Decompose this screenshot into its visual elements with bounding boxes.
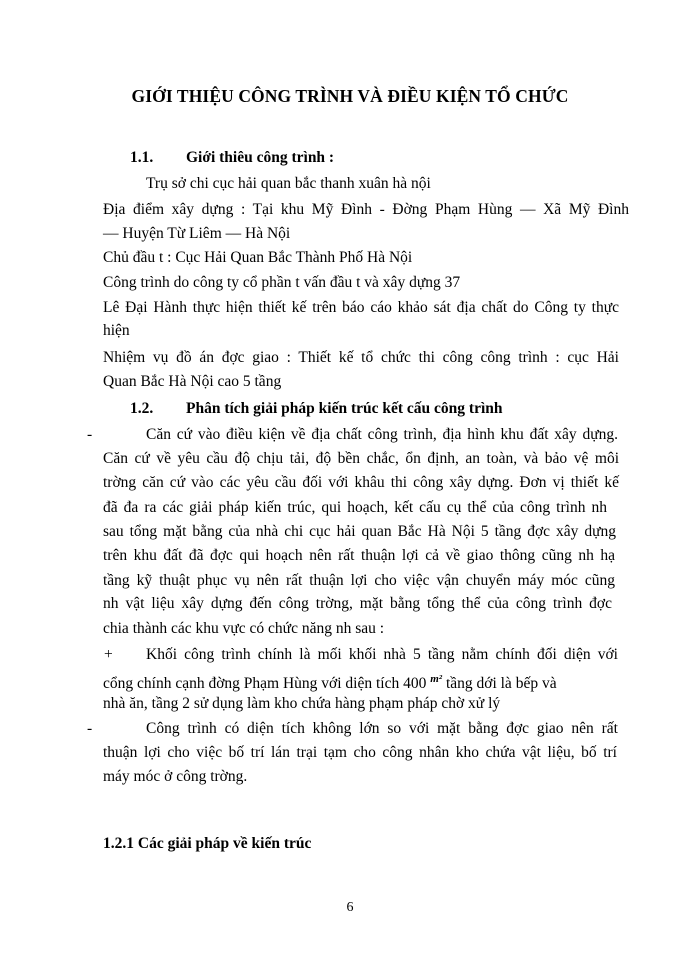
plus-bullet: + [104,646,113,663]
intro-line: Lê Đại Hành thực hiện thiết kế trên báo cáo khảo sát địa chất do Công ty thực [103,299,619,316]
intro-line: Trụ sở chi cục hải quan bắc thanh xuân hà nội [146,175,431,192]
page-number: 6 [346,900,354,915]
para1-line: đã đa ra các giải pháp kiến trúc, qui hoạch, kết cấu cụ thể của công trình nh [103,499,607,516]
area-unit: m² [430,673,443,685]
intro-line: Quan Bắc Hà Nội cao 5 tầng [103,373,282,390]
para1-line: Căn cứ vào điều kiện về địa chất công trình, địa hình khu đất xây dựng. [146,426,618,443]
intro-line: Công trình do công ty cổ phần t vấn đầu t và xây dựng 37 [103,274,461,291]
para2-line-text: tầng dới là bếp và [442,675,557,692]
intro-line: Địa điểm xây dựng : Tại khu Mỹ Đình - Đờng Phạm Hùng — Xã Mỹ Đình [103,201,629,218]
dash-bullet: - [87,426,93,443]
intro-line: — Huyện Từ Liêm — Hà Nội [103,225,291,242]
para1-line: tầng kỹ thuật phục vụ nên rất thuận lợi cho việc vận chuyển máy móc cũng [103,572,615,589]
para1-line: trên khu đất đã đợc qui hoạch nên rất thuận lợi cả về giao thông cũng nh hạ [103,547,615,564]
para2-line [103,669,557,694]
para2-line: nhà ăn, tầng 2 sử dụng làm kho chứa hàng phạm pháp chờ xử lý [103,695,501,712]
section-1-1-heading: Giới thiêu công trình : [186,149,335,166]
para1-line: nh vật liệu xây dựng đến công trờng, mặt bằng tổng thể của công trình đợc [103,595,612,612]
para3-line: thuận lợi cho việc bố trí lán trại tạm cho công nhân kho chứa vật liệu, bố trí [103,744,617,761]
section-1-2-number: 1.2. [130,400,154,417]
para3-line: máy móc ở công trờng. [103,768,248,785]
intro-line: Chủ đầu t : Cục Hải Quan Bắc Thành Phố Hà Nội [103,249,413,266]
para1-line: chia thành các khu vực có chức năng nh sau : [103,620,385,637]
para2-line-text: cổng chính cạnh đờng Phạm Hùng với diện tích 400 [103,675,431,692]
section-1-1-number: 1.1. [130,149,154,166]
para1-line: sau tổng mặt bằng của nhà chi cục hải quan Bắc Hà Nội 5 tầng đợc xây dựng [103,523,616,540]
intro-line: Nhiệm vụ đồ án đợc giao : Thiết kế tổ chức thi công công trình : cục Hải [103,349,619,366]
section-1-2-1-heading: 1.2.1 Các giải pháp về kiến trúc [103,835,312,852]
para1-line: trờng căn cứ vào các yêu cầu đối với khâu thi công xây dựng. Đơn vị thiết kế [103,474,619,491]
para1-line: Căn cứ về yêu cầu độ chịu tải, độ bền chắc, ổn định, an toàn, và bảo vệ môi [103,450,619,467]
page-title: GIỚI THIỆU CÔNG TRÌNH VÀ ĐIỀU KIỆN TỔ CHỨC [131,86,569,106]
para2-line: Khối công trình chính là mối khối nhà 5 tầng nằm chính đối diện với [146,646,618,663]
intro-line: hiện [103,322,130,339]
section-1-2-heading: Phân tích giải pháp kiến trúc kết cấu công trình [186,400,503,417]
dash-bullet: - [87,720,93,737]
para3-line: Công trình có diện tích không lớn so với mặt bằng đợc giao nên rất [146,720,618,737]
